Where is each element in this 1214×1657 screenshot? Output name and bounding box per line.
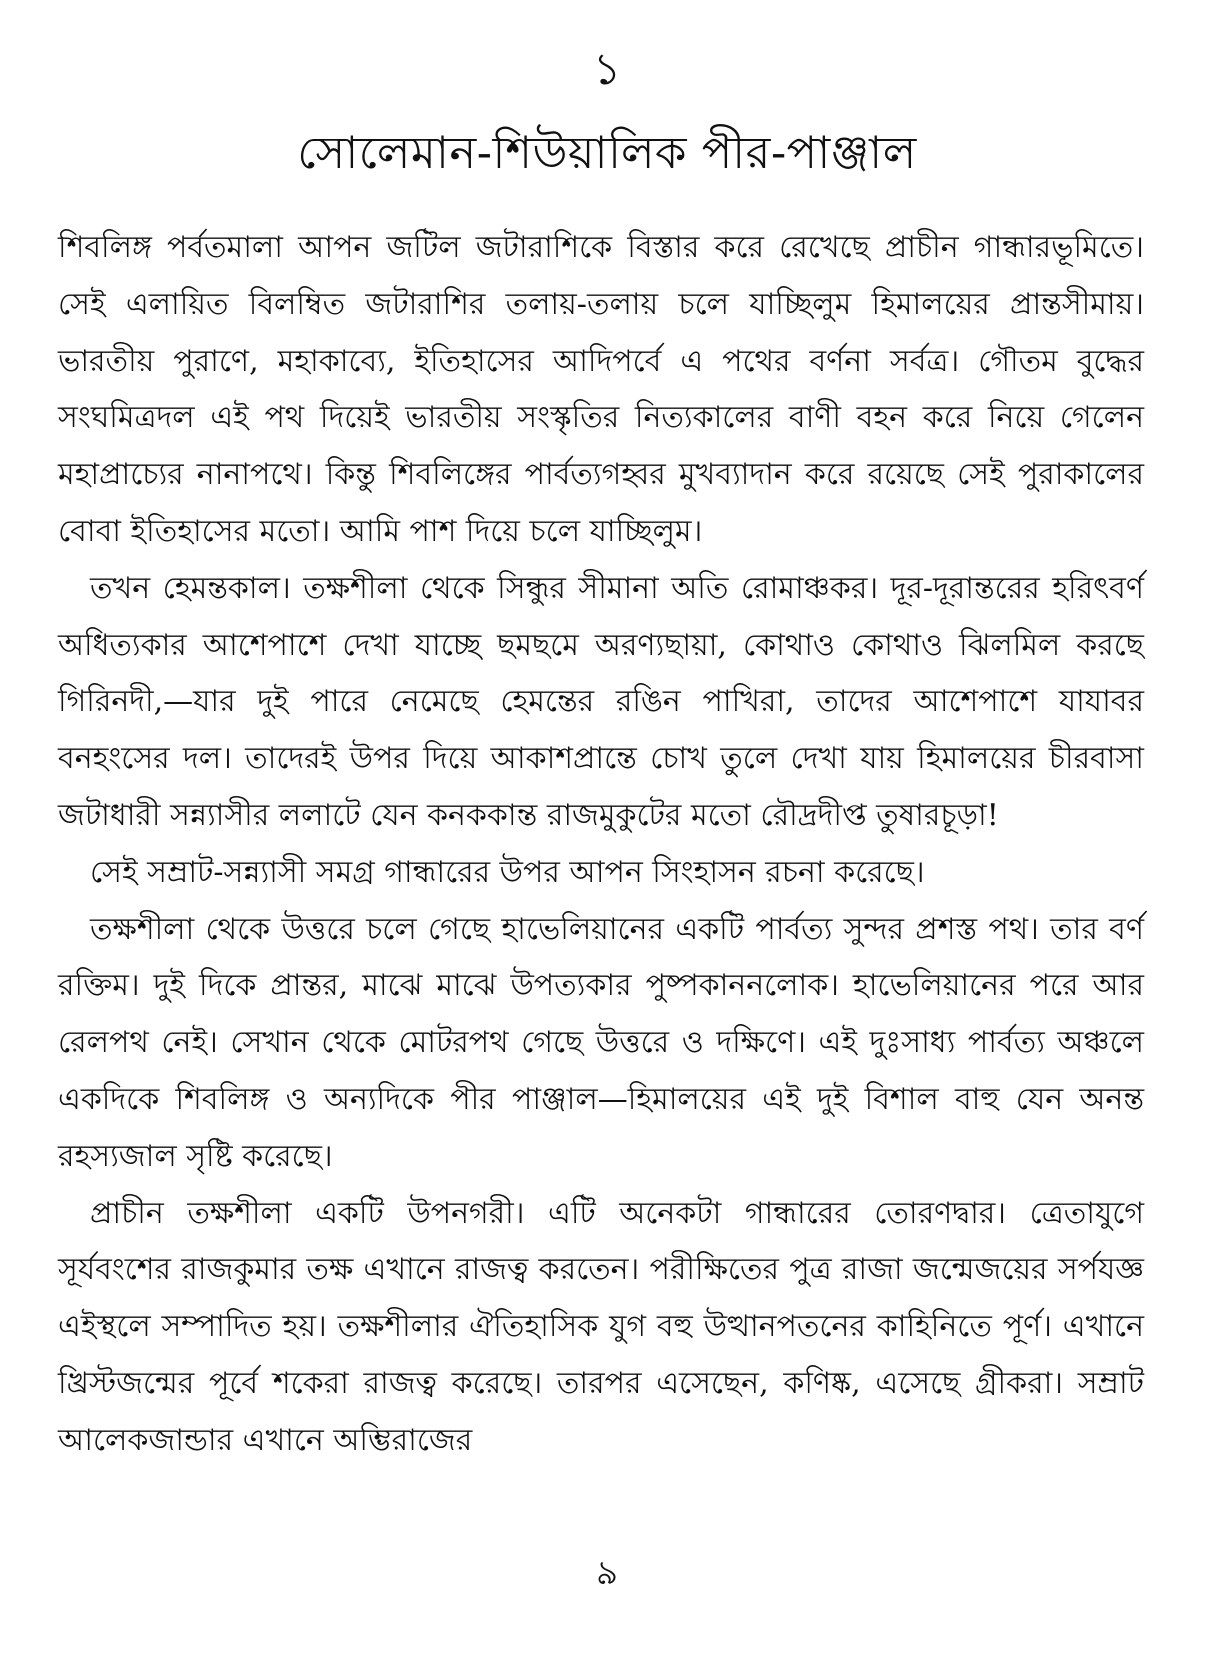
- paragraph-3: সেই সম্রাট-সন্ন্যাসী সমগ্র গান্ধারের উপর আপন সিংহাসন রচনা করেছে।: [90, 854, 925, 890]
- paragraph-2: তখন হেমন্তকাল। তক্ষশীলা থেকে সিন্ধুর সীমানা অতি রোমাঞ্চকর। দূর-দূরান্তরের হরিৎবর্ণ অধিত্যকার আশেপাশে দেখা যাচ্ছে ছমছমে অরণ্যছায়া, কোথাও কোথাও ঝিলমিল করছে গিরিনদী,—যার দুই পারে নেমেছে হেমন্তের রঙিন পাখিরা, তাদের আশেপাশে যাযাবর বনহংসের দল। তাদেরই উপর দিয়ে আকাশপ্রান্তে চোখ তুলে দেখা যায় হিমালয়ের চীরবাসা জটাধারী সন্ন্যাসীর ললাটে যেন কনককান্ত রাজমুকুটের মতো রৌদ্রদীপ্ত তুষারচূড়া!: [58, 570, 1144, 833]
- body-text: [58, 220, 1144, 1470]
- chapter-number: ১: [592, 44, 622, 95]
- paragraph-5: প্রাচীন তক্ষশীলা একটি উপনগরী। এটি অনেকটা গান্ধারের তোরণদ্বার। ত্রেতাযুগে সূর্যবংশের রাজকুমার তক্ষ এখানে রাজত্ব করতেন। পরীক্ষিতের পুত্র রাজা জন্মেজয়ের সর্পযজ্ঞ এইস্থলে সম্পাদিত হয়। তক্ষশীলার ঐতিহাসিক যুগ বহু উত্থানপতনের কাহিনিতে পূর্ণ। এখানে খ্রিস্টজন্মের পূর্বে শকেরা রাজত্ব করেছে। তারপর এসেছেন, কণিষ্ক, এসেছে গ্রীকরা। সম্রাট আলেকজান্ডার এখানে অম্ভিরাজের: [58, 1195, 1144, 1458]
- paragraph-4: তক্ষশীলা থেকে উত্তরে চলে গেছে হাভেলিয়ানের একটি পার্বত্য সুন্দর প্রশস্ত পথ। তার বর্ণ রক্তিম। দুই দিকে প্রান্তর, মাঝে মাঝে উপত্যকার পুষ্পকাননলোক। হাভেলিয়ানের পরে আর রেলপথ নেই। সেখান থেকে মোটরপথ গেছে উত্তরে ও দক্ষিণে। এই দুঃসাধ্য পার্বত্য অঞ্চলে একদিকে শিবলিঙ্গ ও অন্যদিকে পীর পাঞ্জাল—হিমালয়ের এই দুই বিশাল বাহু যেন অনন্ত রহস্যজাল সৃষ্টি করেছে।: [58, 911, 1144, 1174]
- paragraph-1: শিবলিঙ্গ পর্বতমালা আপন জটিল জটারাশিকে বিস্তার করে রেখেছে প্রাচীন গান্ধারভূমিতে। সেই এলায়িত বিলম্বিত জটারাশির তলায়-তলায় চলে যাচ্ছিলুম হিমালয়ের প্রান্তসীমায়। ভারতীয় পুরাণে, মহাকাব্যে, ইতিহাসের আদিপর্বে এ পথের বর্ণনা সর্বত্র। গৌতম বুদ্ধের সংঘমিত্রদল এই পথ দিয়েই ভারতীয় সংস্কৃতির নিত্যকালের বাণী বহন করে নিয়ে গেলেন মহাপ্রাচ্যের নানাপথে। কিন্তু শিবলিঙ্গের পার্বত্যগহ্বর মুখব্যাদান করে রয়েছে সেই পুরাকালের বোবা ইতিহাসের মতো। আমি পাশ দিয়ে চলে যাচ্ছিলুম।: [58, 230, 1144, 549]
- chapter-title: সোলেমান-শিউয়ালিক পীর-পাঞ্জাল: [297, 126, 917, 179]
- page-number: ৯: [595, 1553, 619, 1593]
